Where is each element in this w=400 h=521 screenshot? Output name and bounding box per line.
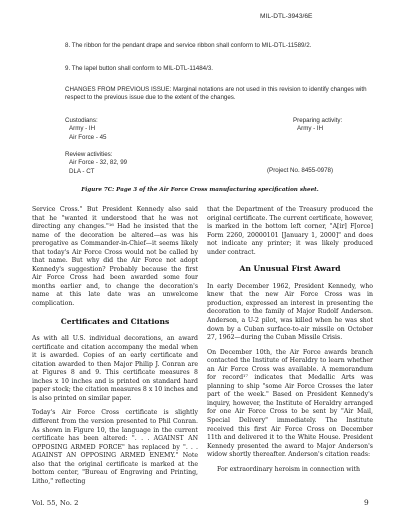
left-column <box>32 206 198 492</box>
volume-info: Vol. 55, No. 2 <box>32 499 79 507</box>
review-item: Air Force - 32, 82, 99 <box>69 159 128 167</box>
page-number: 9 <box>364 498 369 507</box>
review-label: Review activities: <box>65 151 113 158</box>
spec-doc-number: MIL-DTL-3943/6E <box>260 13 313 20</box>
right-column <box>207 206 373 480</box>
figure-caption: Figure 7C: Page 3 of the Air Force Cross manufacturing specification sheet. <box>81 187 319 193</box>
custodian-item: Army - IH <box>69 125 96 133</box>
custodian-item: Air Force - 45 <box>69 133 107 141</box>
section-heading: An Unusual First Award <box>239 264 341 274</box>
spec-item-9: 9. The lapel button shall conform to MIL-DTL-11484/3. <box>65 65 214 72</box>
paragraph: Today's Air Force Cross certificate is slightly different from the version presented to Phil Conran. As shown in Figure 10, the language in the current certificate has been altered: ". . . AGAINST AN OPPOSING ARMED FORCE" has replaced by ". . . AGAINST AN OPPOSING ARMED ENEMY." Note also that the original certificate is marked at the bottom center, "Bureau of Engraving and Printing, Litho," reflecting <box>32 409 198 485</box>
paragraph: In early December 1962, President Kennedy, who knew that the new Air Force Cross was in production, expressed an interest in presenting the decoration to the family of Major Rudolf Anderson. Anderson, a U-2 pilot, was killed when he was shot down by a Cuban surface-to-air missile on October 27, 1962—during the Cuban Missile Crisis. <box>207 282 373 342</box>
paragraph: Service Cross." But President Kennedy also said that he "wanted it understood that he was not directing any changes."¹⁶ Had he insisted that the name of the decoration be altered—as was his prerogative as Commander-in-Chief—it seems likely that today's Air Force Cross would not be called by that name. But why did the Air Force not adopt Kennedy's suggestion? Probably because the first Air Force Cross had been awarded some four months earlier and, to change the decoration's name at this late date was an unwelcome complication. <box>32 206 198 308</box>
paragraph: that the Department of the Treasury produced the original certificate. The current certificate, however, is marked in the bottom left corner, "A[ir] F[orce] Form 2260, 20000101 [January 1, 2000]" and does not indicate any printer; it was likely produced under contract. <box>207 206 373 256</box>
spec-item-8: 8. The ribbon for the pendant drape and service ribbon shall conform to MIL-DTL-11589/2. <box>65 42 312 49</box>
spec-changes-note: CHANGES FROM PREVIOUS ISSUE: Marginal notations are not used in this revision to identify changes with respect to the previous issue due to the extent of the changes. <box>65 86 367 102</box>
custodians-label: Custodians: <box>65 117 98 124</box>
paragraph: As with all U.S. individual decorations, an award certificate and citation accompany the medal when it is awarded. Copies of an early certificate and citation awarded to then Major Philip J. Conran are at Figures 8 and 9. This certificate measures 8 inches x 10 inches and is printed on standard hard paper stock; the citation measures 8 x 10 inches and is also printed on similar paper. <box>32 335 198 402</box>
spec-preparing-activity <box>293 117 342 134</box>
review-item: DLA - CT <box>69 167 95 175</box>
section-heading: Certificates and Citations <box>60 316 170 326</box>
paragraph: On December 10th, the Air Force awards branch contacted the Institute of Heraldry to learn whether an Air Force Cross was available. A memorandum for record¹⁷ indicates that Medallic Arts was planning to ship "some Air Force Crosses the later part of the week." Based on President Kennedy's inquiry, however, the Institute of Heraldry arranged for one Air Force Cross to be sent by "Air Mail, Special Delivery" immediately. The Institute received this first Air Force Cross on December 11th and delivered it to the White House. President Kennedy presented the award to Major Anderson's widow shortly thereafter. Anderson's citation reads: <box>207 348 373 459</box>
preparing-value: Army - IH <box>297 125 324 133</box>
spec-review-activities <box>65 151 127 176</box>
spec-project-number: (Project No. 8455-0978) <box>267 167 334 174</box>
preparing-label: Preparing activity: <box>293 117 343 124</box>
citation-quote: For extraordinary heroism in connection with <box>217 465 361 473</box>
spec-custodians <box>65 117 106 142</box>
